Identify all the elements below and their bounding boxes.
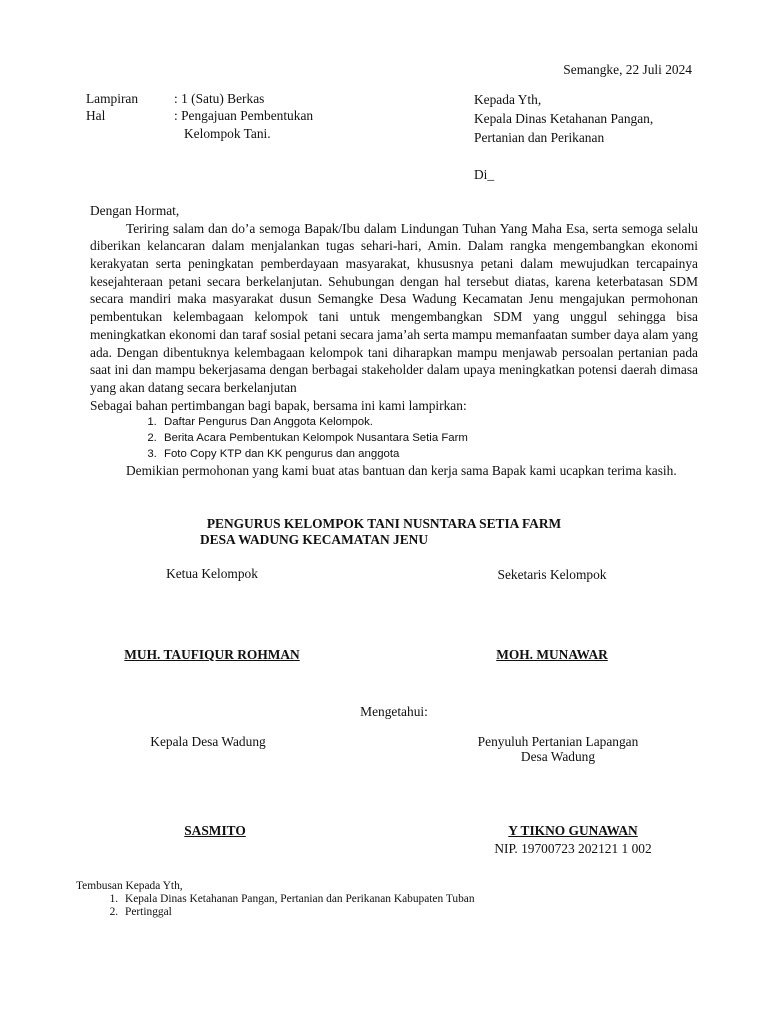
- chair-name: MUH. TAUFIQUR ROHMAN: [124, 647, 300, 662]
- list-item: 2. Berita Acara Pembentukan Kelompok Nusantara Setia Farm: [160, 430, 698, 446]
- letter-meta: [86, 90, 374, 142]
- extension-name: Y TIKNO GUNAWAN: [508, 823, 638, 838]
- org-title-line1: PENGURUS KELOMPOK TANI NUSNTARA SETIA FARM: [206, 516, 562, 531]
- attachment-value: : 1 (Satu) Berkas: [174, 91, 265, 106]
- chair-title: Ketua Kelompok: [166, 566, 258, 581]
- village-head-title: Kepala Desa Wadung: [150, 734, 266, 749]
- recipient-line3: Pertanian dan Perikanan: [474, 130, 605, 146]
- recipient-line4: Di_: [474, 167, 495, 183]
- subject-label: Hal: [86, 108, 106, 124]
- recipient-block: [474, 90, 653, 184]
- subject-value-line1: : Pengajuan Pembentukan: [174, 108, 314, 124]
- secretary-name: MOH. MUNAWAR: [496, 647, 608, 662]
- subject-value: [174, 107, 374, 142]
- cc-list: [76, 893, 475, 919]
- list-item: 3. Foto Copy KTP dan KK pengurus dan anggota: [160, 446, 698, 462]
- subject-value-line2: Kelompok Tani.: [184, 125, 271, 141]
- place-date: Semangke, 22 Juli 2024: [563, 62, 692, 77]
- attachment-label: Lampiran: [86, 91, 139, 106]
- list-item: 1. Kepala Dinas Ketahanan Pangan, Pertanian dan Perikanan Kabupaten Tuban: [121, 893, 475, 906]
- list-item: 2. Pertinggal: [121, 906, 475, 919]
- attachments-intro: Sebagai bahan pertimbangan bagi bapak, bersama ini kami lampirkan:: [90, 397, 467, 413]
- org-title-line2: DESA WADUNG KECAMATAN JENU: [199, 532, 429, 547]
- closing-paragraph: Demikian permohonan yang kami buat atas bantuan dan kerja sama Bapak kami ucapkan terima kasih.: [126, 463, 677, 479]
- letter-body: [90, 202, 698, 480]
- cc-title: Tembusan Kepada Yth,: [76, 880, 183, 892]
- secretary-title: Seketaris Kelompok: [497, 567, 607, 582]
- extension-title-line2: Desa Wadung: [520, 749, 596, 764]
- village-head-name: SASMITO: [184, 823, 246, 838]
- carbon-copy: [76, 880, 475, 919]
- extension-nip: NIP. 19700723 202121 1 002: [494, 841, 652, 856]
- subject-row: [86, 107, 374, 142]
- extension-title-line1: Penyuluh Pertanian Lapangan: [477, 734, 639, 749]
- recipient-line2: Kepala Dinas Ketahanan Pangan,: [474, 111, 654, 127]
- attachment-row: [86, 90, 374, 107]
- greeting: Dengan Hormat,: [90, 203, 180, 218]
- recipient-line1: Kepada Yth,: [474, 92, 542, 107]
- acknowledged-label: Mengetahui:: [360, 704, 428, 719]
- body-paragraph: Teriring salam dan do’a semoga Bapak/Ibu dalam Lindungan Tuhan Yang Maha Esa, serta semoga selalu diberikan kelancaran dalam menjalankan tugas sehari-hari, Amin. Dalam rangka mengembangkan ekonomi kerakyatan serta peningkatan pemberdayaan masyarakat, khususnya petani dalam mewujudkan tercapainya kesejahteraan petani secara berkelanjutan. Sehubungan dengan hal tersebut diatas, karena keterbatasan SDM secara mandiri maka masyarakat dusun Semangke Desa Wadung Kecamatan Jenu mengajukan permohonan pembentukan kelembagaan kelompok tani untuk mengembangkan SDM yang unggul sehingga bisa meningkatkan ekonomi dan taraf sosial petani secara jama’ah serta mampu memanfaatan sumber daya alam yang ada. Dengan dibentuknya kelembagaan kelompok tani diharapkan mampu menjawab persoalan pertanian pada saat ini dan mampu bekerjasama dengan berbagai stakeholder dalam upaya meningkatkan potensi daerah dimasa yang akan datang secara berkelanjutan: [90, 220, 698, 395]
- list-item: 1. Daftar Pengurus Dan Anggota Kelompok.: [160, 414, 698, 430]
- attachments-list: [90, 414, 698, 462]
